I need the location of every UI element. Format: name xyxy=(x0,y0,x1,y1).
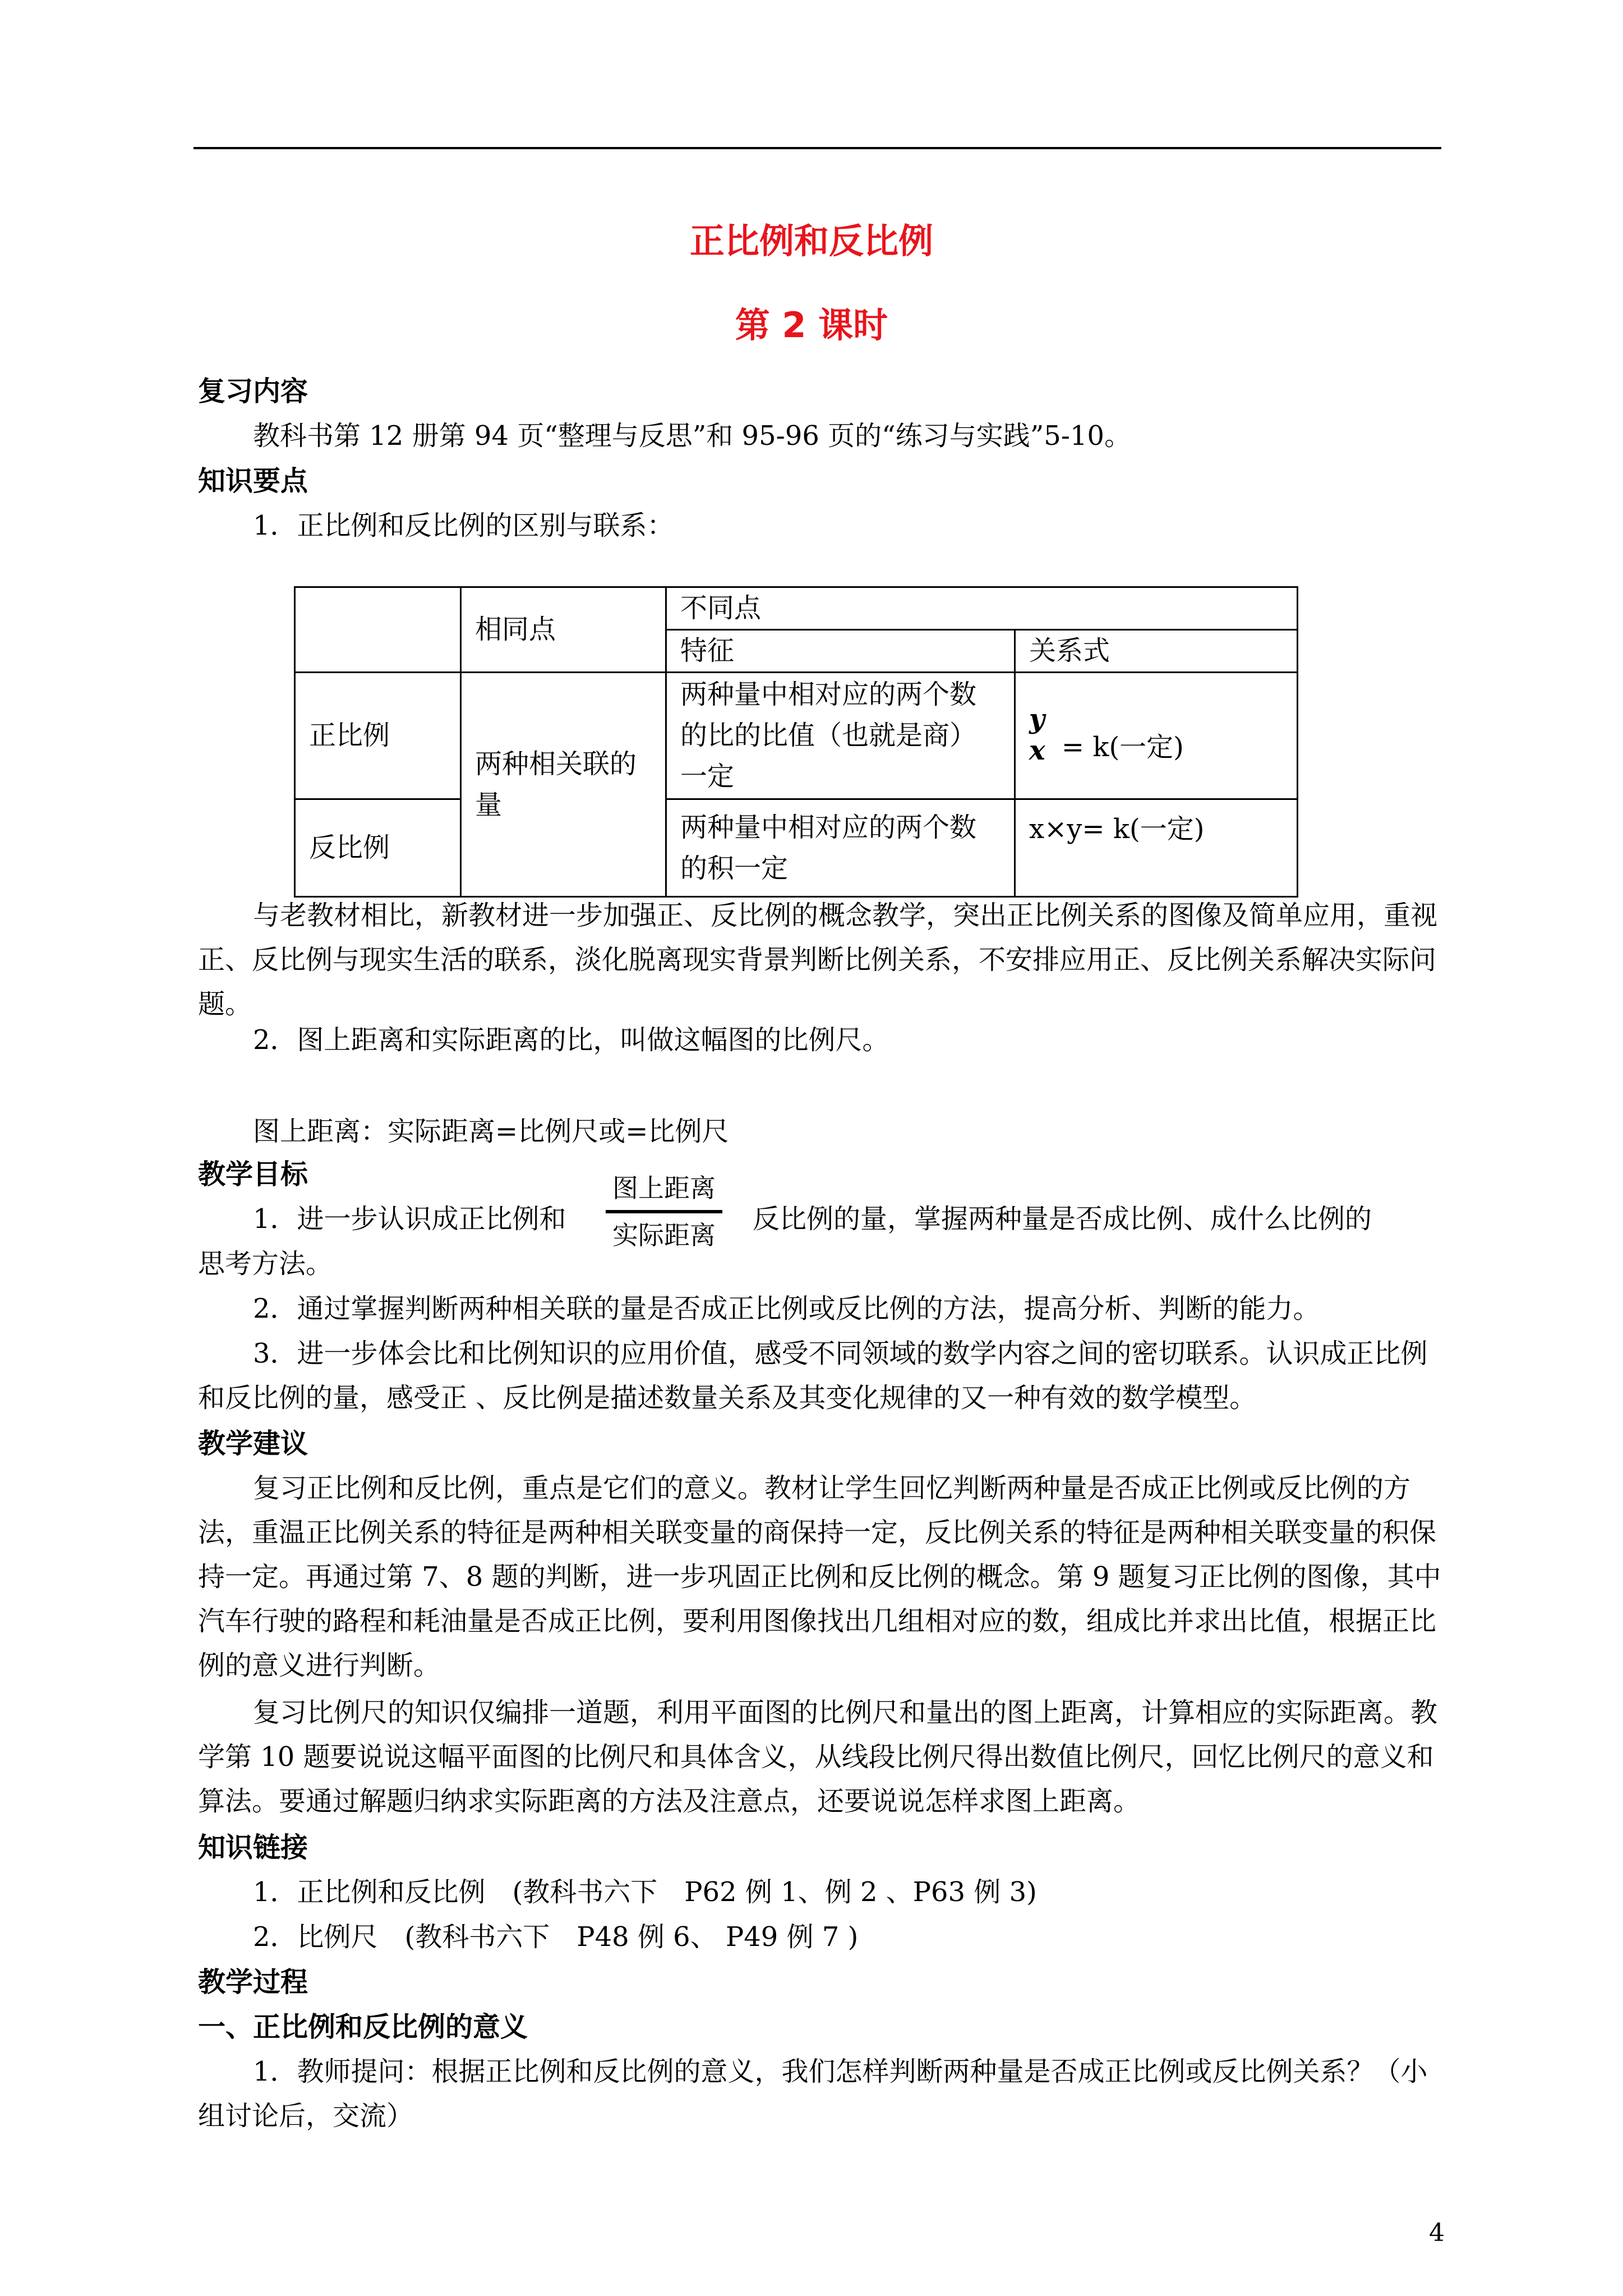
process-subheading-1: 一、正比例和反比例的意义 xyxy=(198,2011,528,2043)
heading-process: 教学过程 xyxy=(198,1966,308,1998)
row-direct-feature: 两种量中相对应的两个数的比的比值（也就是商）一定 xyxy=(666,673,1015,799)
formula-numerator: y xyxy=(1029,703,1045,735)
row-inverse-formula: x×y= k(一定) xyxy=(1015,799,1298,897)
goal-3: 3．进一步体会比和比例知识的应用价值，感受不同领域的数学内容之间的密切联系。认识成正比例和反比例的量，感受正 、反比例是描述数量关系及其变化规律的又一种有效的数学模型。 xyxy=(198,1338,1428,1414)
key-point-2: 2．图上距离和实际距离的比，叫做这幅图的比例尺。 xyxy=(253,1024,889,1056)
table-corner-cell xyxy=(295,587,461,673)
heading-suggestions: 教学建议 xyxy=(198,1428,308,1460)
scale-formula-line: 图上距离：实际距离=比例尺或=比例尺 xyxy=(253,1116,729,1147)
process-item-1: 1．教师提问：根据正比例和反比例的意义，我们怎样判断两种量是否成正比例或反比例关系？（小组讨论后，交流） xyxy=(198,2056,1428,2132)
header-formula: 关系式 xyxy=(1015,630,1298,673)
formula-rest: = k(一定) xyxy=(1061,731,1184,763)
heading-links: 知识链接 xyxy=(198,1832,308,1864)
goal-1-start: 1．进一步认识成正比例和 xyxy=(253,1203,566,1235)
link-2: 2．比例尺 (教科书六下 P48 例 6、 P49 例 7 ) xyxy=(253,1921,859,1953)
suggestion-para-2: 复习比例尺的知识仅编排一道题，利用平面图的比例尺和量出的图上距离，计算相应的实际距离。教学第 10 题要说说这幅平面图的比例尺和具体含义，从线段比例尺得出数值比例尺，回忆比例尺的意义和算法。要通过解题归纳求实际距离的方法及注意点，还要说说怎样求图上距离。 xyxy=(198,1697,1438,1817)
row-inverse-label: 反比例 xyxy=(295,799,461,897)
heading-review: 复习内容 xyxy=(198,375,308,407)
page-title: 正比例和反比例 xyxy=(689,220,933,261)
key-points-paragraph: 与老教材相比，新教材进一步加强正、反比例的概念教学，突出正比例关系的图像及简单应用，重视正、反比例与现实生活的联系，淡化脱离现实背景判断比例关系，不安排应用正、反比例关系解决实际问题。 xyxy=(198,900,1438,1020)
header-feature: 特征 xyxy=(666,630,1015,673)
formula-denominator: x xyxy=(1029,734,1045,766)
header-rule xyxy=(193,147,1441,149)
formula-fraction xyxy=(1029,703,1045,766)
heading-goals: 教学目标 xyxy=(198,1158,308,1190)
header-diff: 不同点 xyxy=(666,587,1298,630)
key-point-1: 1．正比例和反比例的区别与联系： xyxy=(253,510,674,541)
page-subtitle: 第 2 课时 xyxy=(735,305,888,346)
fraction-bar xyxy=(606,1210,722,1213)
heading-key-points: 知识要点 xyxy=(198,465,308,497)
header-same: 相同点 xyxy=(461,587,666,673)
row-direct-formula xyxy=(1015,673,1298,799)
link-1: 1．正比例和反比例 (教科书六下 P62 例 1、例 2 、P63 例 3) xyxy=(253,1876,1037,1908)
fraction-bottom-text: 实际距离 xyxy=(612,1220,716,1250)
row-inverse-feature: 两种量中相对应的两个数的积一定 xyxy=(666,799,1015,897)
goal-1-end: 思考方法。 xyxy=(198,1248,333,1280)
fraction-top-text: 图上距离 xyxy=(612,1173,716,1203)
shared-cell: 两种相关联的量 xyxy=(461,673,666,897)
comparison-table xyxy=(294,586,1298,898)
goal-2: 2．通过掌握判断两种相关联的量是否成正比例或反比例的方法，提高分析、判断的能力。 xyxy=(253,1293,1320,1324)
page-number: 4 xyxy=(1429,2219,1445,2247)
goal-1-middle: 反比例的量，掌握两种量是否成比例、成什么比例的 xyxy=(753,1203,1372,1235)
suggestion-para-1: 复习正比例和反比例，重点是它们的意义。教材让学生回忆判断两种量是否成正比例或反比例的方法，重温正比例关系的特征是两种相关联变量的商保持一定，反比例关系的特征是两种相关联变量的积保持一定。再通过第 7、8 题的判断，进一步巩固正比例和反比例的概念。第 9 题复习正比例的图像，其中汽车行驶的路程和耗油量是否成正比例，要利用图像找出几组相对应的数，组成比并求出比值，根据正比例的意义进行判断。 xyxy=(198,1473,1441,1681)
review-text: 教科书第 12 册第 94 页“整理与反思”和 95-96 页的“练习与实践”5-10。 xyxy=(253,420,1132,452)
row-direct-label: 正比例 xyxy=(295,673,461,799)
